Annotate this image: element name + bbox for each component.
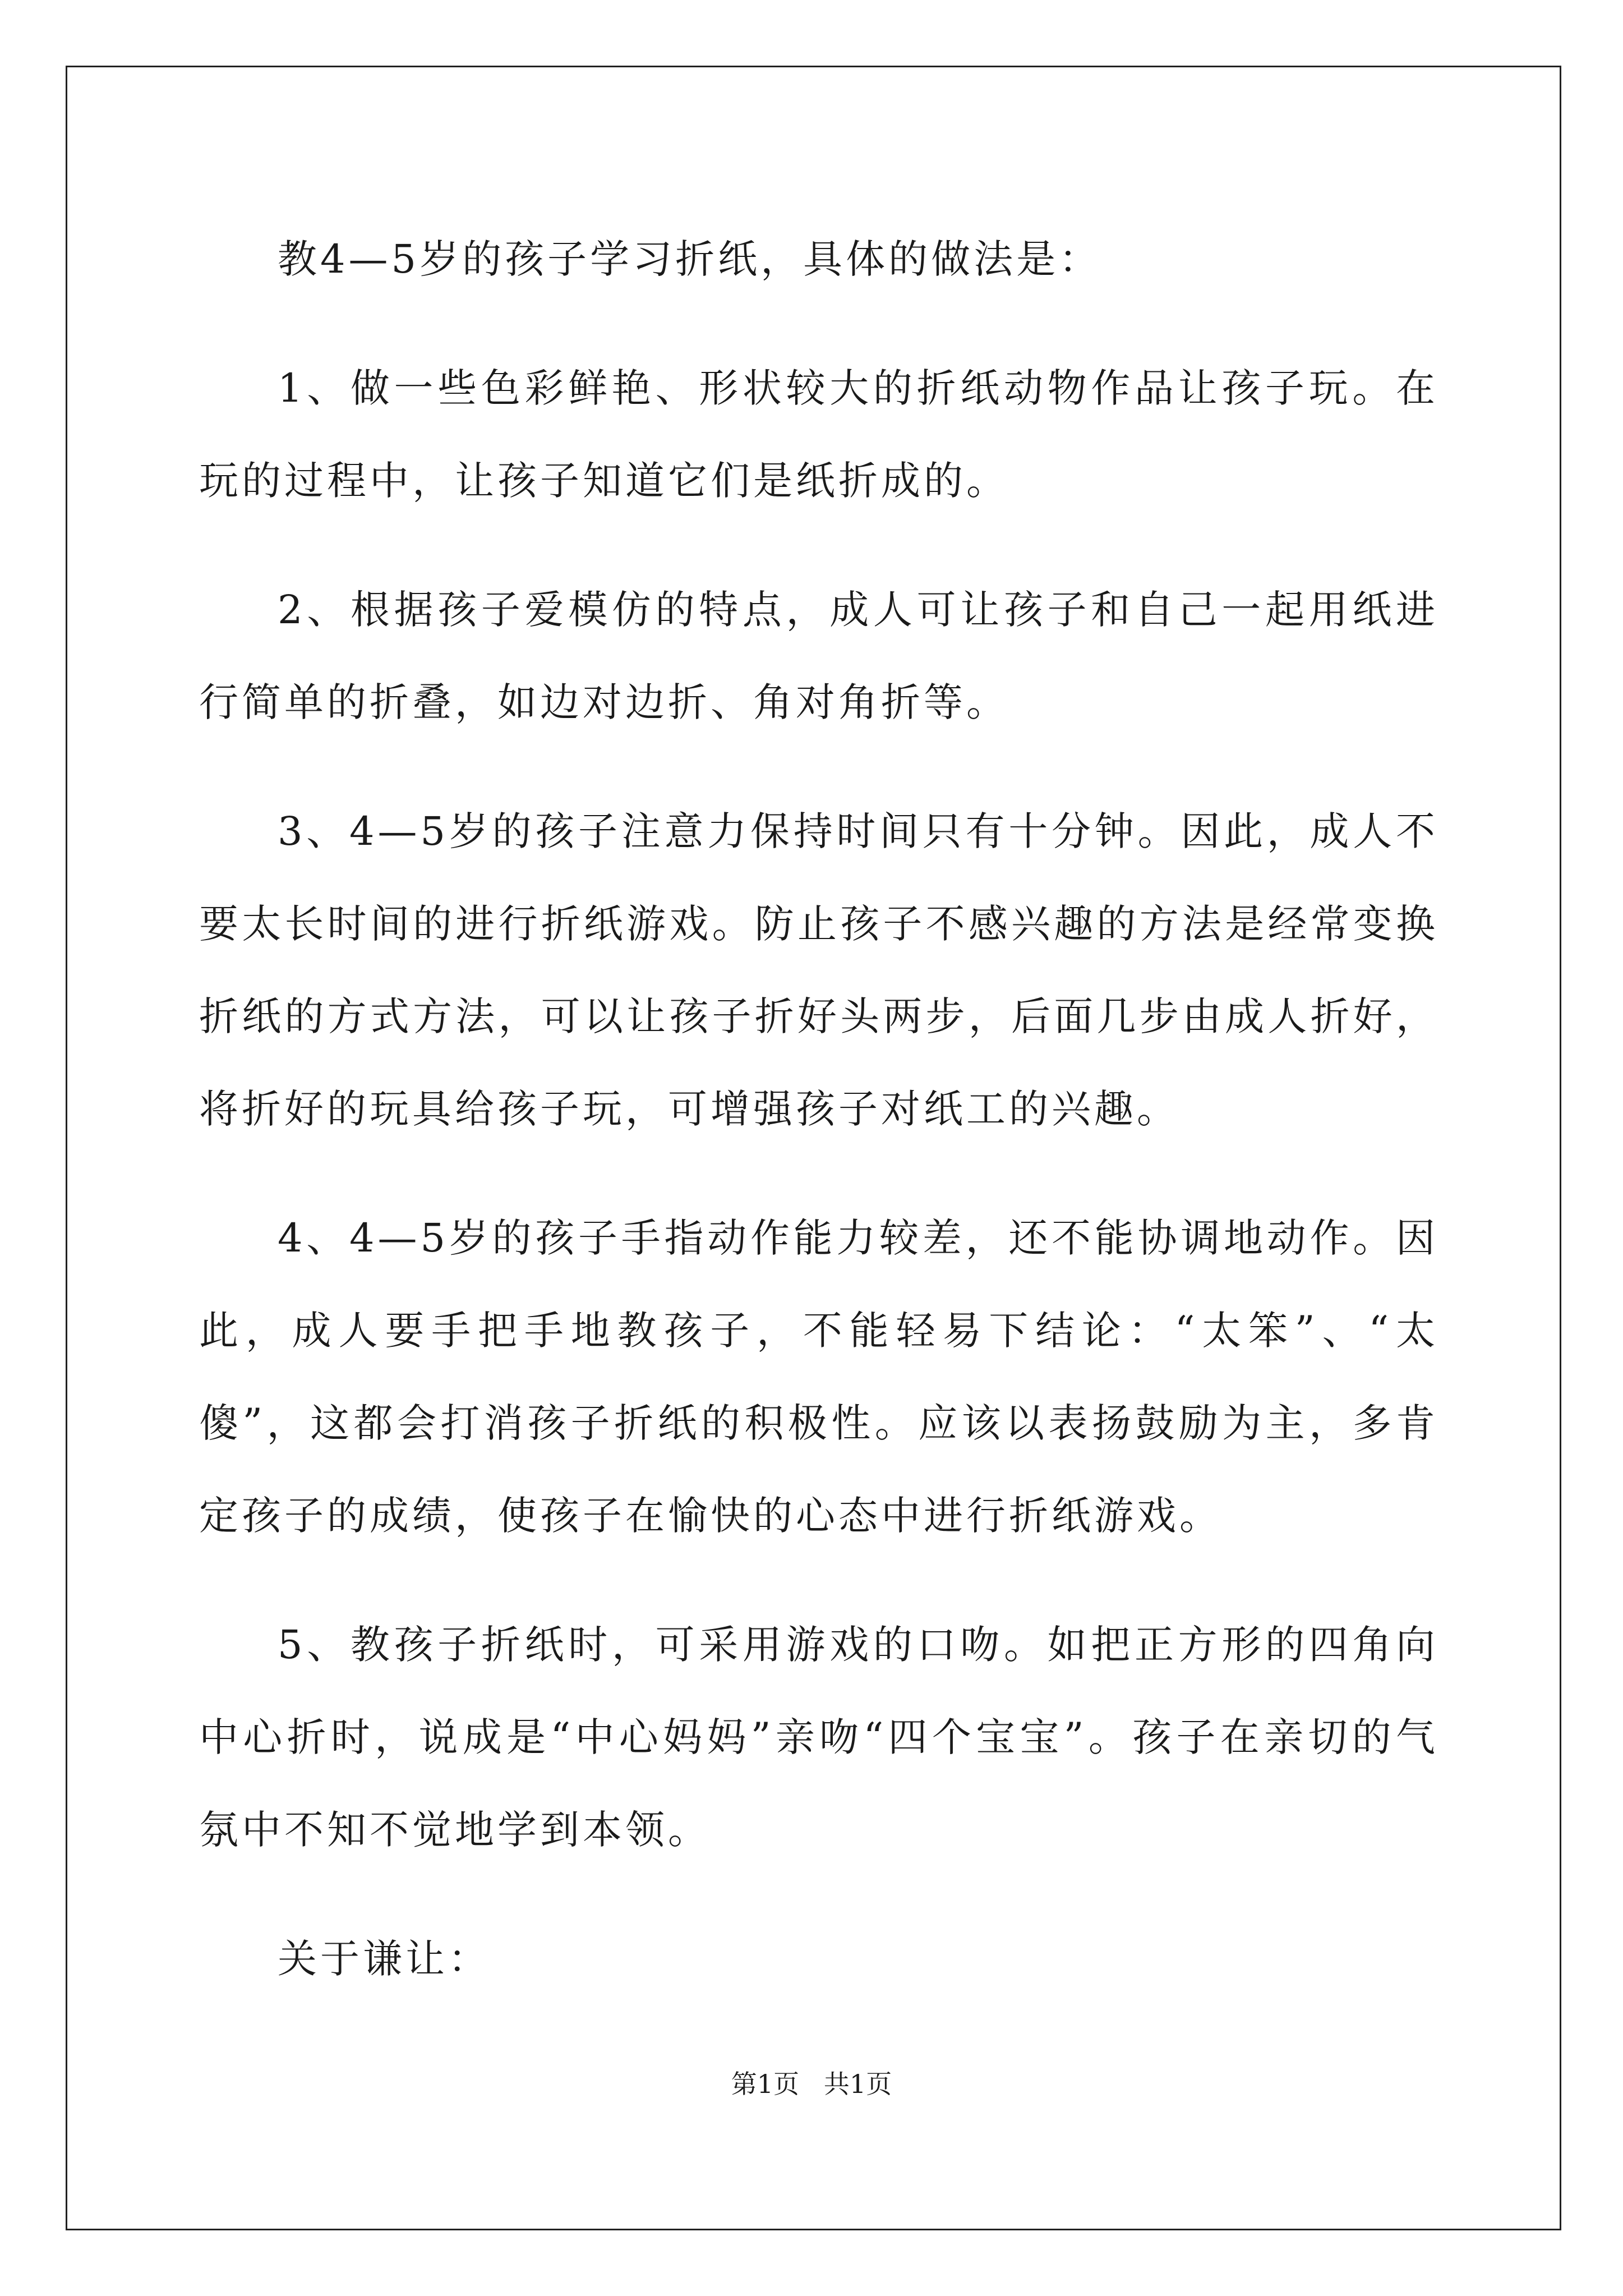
paragraph-item-2: 2、根据孩子爱模仿的特点，成人可让孩子和自己一起用纸进行简单的折叠，如边对边折、角对角折等。 — [199, 587, 1438, 725]
paragraph-item-1: 1、做一些色彩鲜艳、形状较大的折纸动物作品让孩子玩。在玩的过程中，让孩子知道它们是纸折成的。 — [199, 365, 1438, 504]
page-number-footer: 第1页 共1页 — [731, 2069, 892, 2099]
paragraph-intro: 教4—5岁的孩子学习折纸，具体的做法是： — [278, 236, 1102, 282]
paragraph-heading-modesty: 关于谦让： — [278, 1936, 491, 1982]
document-body — [199, 213, 1438, 2005]
paragraph-item-5: 5、教孩子折纸时，可采用游戏的口吻。如把正方形的四角向中心折时，说成是“中心妈妈”亲吻“四个宝宝”。孩子在亲切的气氛中不知不觉地学到本领。 — [199, 1622, 1438, 1853]
paragraph-item-3: 3、4—5岁的孩子注意力保持时间只有十分钟。因此，成人不要太长时间的进行折纸游戏。防止孩子不感兴趣的方法是经常变换折纸的方式方法，可以让孩子折好头两步，后面几步由成人折好，将折好的玩具给孩子玩，可增强孩子对纸工的兴趣。 — [199, 808, 1438, 1132]
paragraph-item-4: 4、4—5岁的孩子手指动作能力较差，还不能协调地动作。因此，成人要手把手地教孩子，不能轻易下结论：“太笨”、“太傻”，这都会打消孩子折纸的积极性。应该以表扬鼓励为主，多肯定孩子的成绩，使孩子在愉快的心态中进行折纸游戏。 — [199, 1215, 1438, 1539]
